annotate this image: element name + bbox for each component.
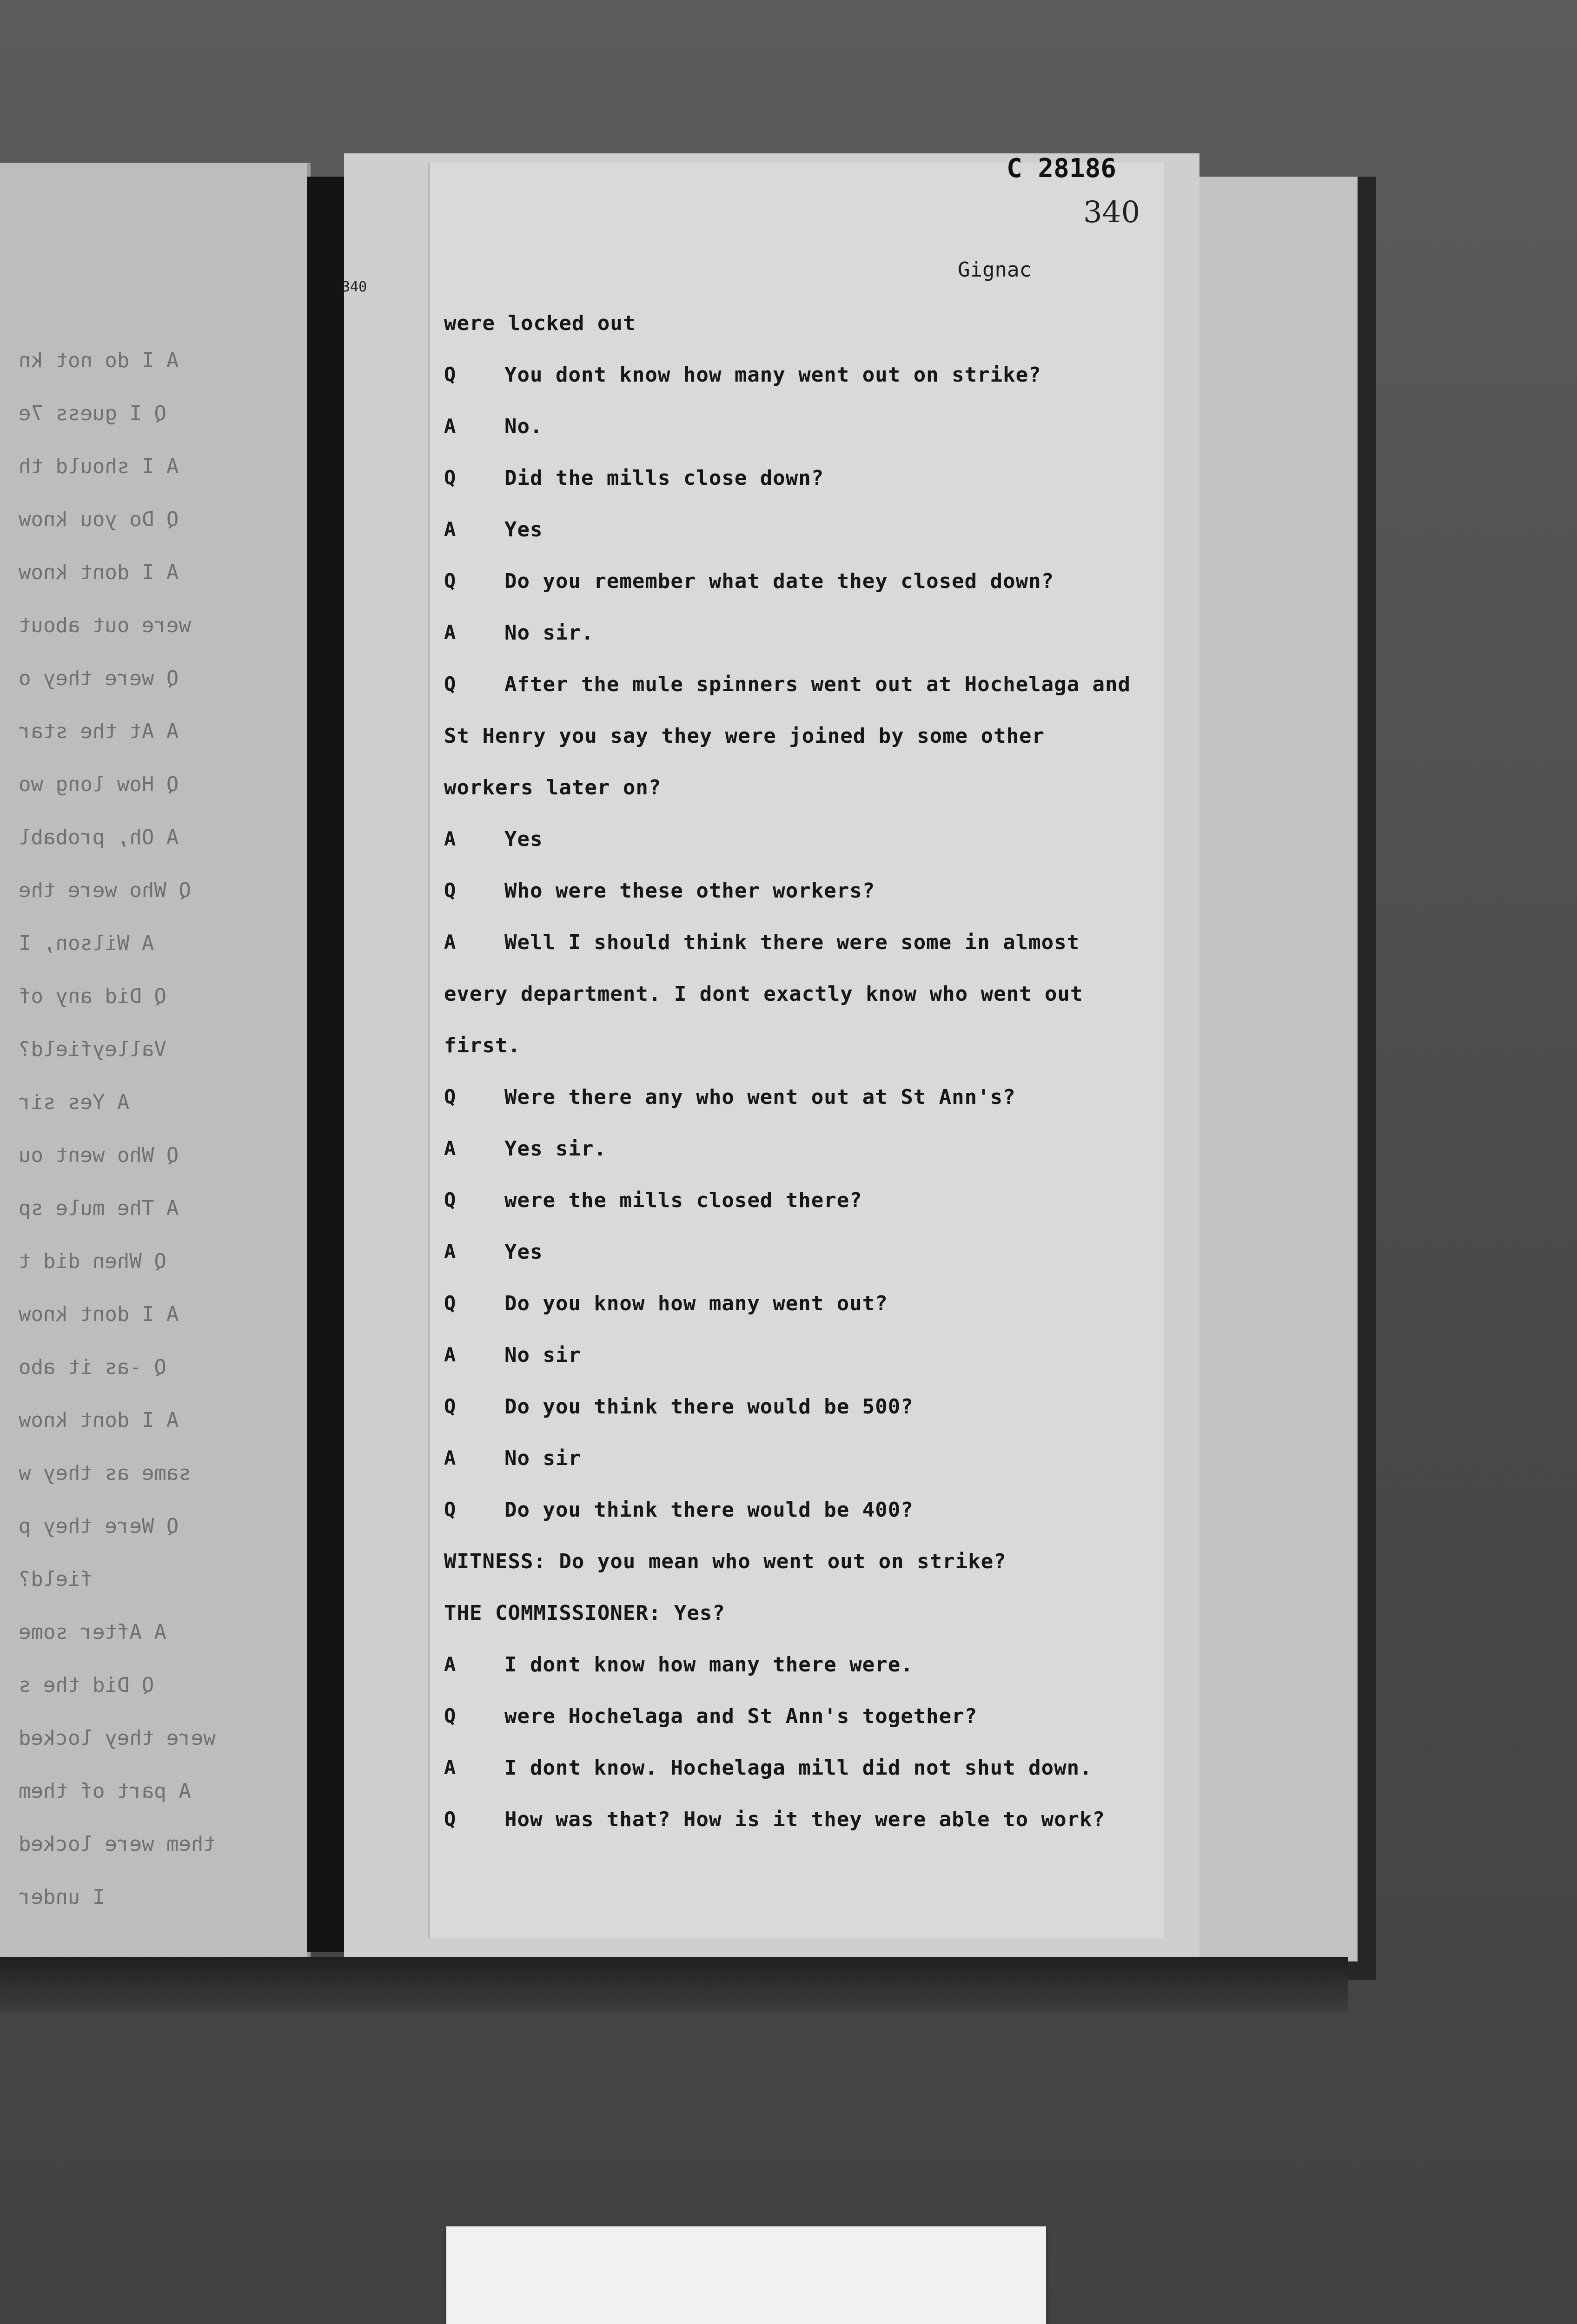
show-through-line: A At the star <box>19 720 179 743</box>
transcript-line: No sir. <box>504 621 594 645</box>
speaker-marker: A <box>444 931 456 953</box>
speaker-marker: A <box>444 1653 456 1676</box>
transcript-line: No sir <box>504 1343 581 1367</box>
show-through-line: A I dont know <box>19 1302 179 1326</box>
speaker-marker: A <box>444 1756 456 1779</box>
speaker-marker: Q <box>444 466 456 489</box>
transcript-line: were the mills closed there? <box>504 1188 862 1212</box>
collection-card <box>446 2226 1046 2324</box>
show-through-line: Q Were they p <box>19 1514 179 1538</box>
speaker-marker: Q <box>444 363 456 386</box>
transcript-line: Did the mills close down? <box>504 466 824 490</box>
transcript-line: I dont know how many there were. <box>504 1653 914 1677</box>
transcript-line: Well I should think there were some in almost <box>504 931 1080 954</box>
show-through-line: A Yes sir <box>19 1090 130 1114</box>
speaker-marker: A <box>444 1446 456 1469</box>
backing-sheet <box>1181 177 1358 1961</box>
transcript-line: Were there any who went out at St Ann's? <box>504 1085 1016 1109</box>
speaker-marker: Q <box>444 569 456 592</box>
speaker-marker: Q <box>444 1395 456 1418</box>
speaker-marker: Q <box>444 879 456 902</box>
show-through-text <box>0 163 307 1957</box>
show-through-line: Q How long wo <box>19 772 179 796</box>
transcript-line: Do you think there would be 400? <box>504 1498 914 1522</box>
show-through-line: Q Who were the <box>19 878 191 902</box>
speaker-marker: A <box>444 1137 456 1160</box>
transcript-line: No. <box>504 415 543 438</box>
show-through-line: Q Do you know <box>19 508 179 531</box>
transcript-line: THE COMMISSIONER: Yes? <box>444 1601 725 1625</box>
margin-number: 340 <box>342 279 367 295</box>
left-page <box>0 163 311 1957</box>
transcript-line: Yes sir. <box>504 1137 607 1161</box>
transcript-line: Yes <box>504 1240 543 1264</box>
show-through-line: Q were they o <box>19 667 179 690</box>
speaker-marker: Q <box>444 1498 456 1521</box>
transcript-line: No sir <box>504 1446 581 1470</box>
show-through-line: Valleyfield? <box>19 1037 166 1061</box>
transcript-line: first. <box>444 1034 521 1057</box>
speaker-marker: A <box>444 1240 456 1263</box>
show-through-line: were they locked <box>19 1726 216 1750</box>
show-through-line: Q I guess 7e <box>19 402 166 425</box>
page-number: 340 <box>1083 195 1140 230</box>
show-through-line: A I dont know <box>19 1408 179 1432</box>
transcript-line: Yes <box>504 518 543 541</box>
transcript-line: Who were these other workers? <box>504 879 875 903</box>
document-number: C 28186 <box>1007 153 1117 184</box>
transcript-line: were Hochelaga and St Ann's together? <box>504 1704 978 1728</box>
show-through-line: A Oh, probabl <box>19 825 179 849</box>
speaker-marker: Q <box>444 1188 456 1211</box>
transcript-line: After the mule spinners went out at Hochelaga and <box>504 673 1131 696</box>
show-through-line: Q When did t <box>19 1249 166 1273</box>
show-through-line: same as they w <box>19 1461 191 1485</box>
transcript-line: Do you know how many went out? <box>504 1292 888 1315</box>
show-through-line: A The mule sp <box>19 1196 179 1220</box>
speaker-marker: A <box>444 827 456 850</box>
transcript-line: St Henry you say they were joined by some other <box>444 724 1045 748</box>
transcript-line: were locked out <box>444 311 636 335</box>
show-through-line: A I should th <box>19 455 179 478</box>
transcript-line: You dont know how many went out on strike? <box>504 363 1041 387</box>
transcript-line: workers later on? <box>444 776 662 799</box>
show-through-line: Q Did the s <box>19 1673 154 1697</box>
book-gutter <box>307 177 349 1952</box>
speaker-marker: Q <box>444 1292 456 1314</box>
speaker-marker: A <box>444 1343 456 1366</box>
speaker-marker: Q <box>444 1808 456 1830</box>
show-through-line: A I do not kn <box>19 349 179 372</box>
witness-name: Gignac <box>958 258 1032 282</box>
transcript-line: WITNESS: Do you mean who went out on strike? <box>444 1550 1007 1573</box>
show-through-line: Q Who went ou <box>19 1143 179 1167</box>
show-through-line: A Wilson, I <box>19 931 154 955</box>
book-shadow <box>0 1957 1348 2013</box>
show-through-line: field? <box>19 1567 93 1591</box>
transcript-line: Do you remember what date they closed down? <box>504 569 1054 593</box>
speaker-marker: Q <box>444 673 456 695</box>
speaker-marker: A <box>444 621 456 644</box>
show-through-line: A part of them <box>19 1779 191 1803</box>
show-through-line: them were locked <box>19 1832 216 1856</box>
speaker-marker: Q <box>444 1704 456 1727</box>
transcript-line: Yes <box>504 827 543 851</box>
show-through-line: were out about <box>19 614 191 637</box>
transcript-line: How was that? How is it they were able to work? <box>504 1808 1106 1831</box>
show-through-line: Q -as it abo <box>19 1355 166 1379</box>
show-through-line: Q Did any of <box>19 984 166 1008</box>
transcript-line: I dont know. Hochelaga mill did not shut down. <box>504 1756 1093 1780</box>
speaker-marker: Q <box>444 1085 456 1108</box>
show-through-line: A After some <box>19 1620 166 1644</box>
show-through-line: A I dont know <box>19 561 179 584</box>
transcript-line: every department. I dont exactly know who went out <box>444 982 1083 1006</box>
show-through-line: I under <box>19 1885 105 1909</box>
speaker-marker: A <box>444 415 456 437</box>
transcript-line: Do you think there would be 500? <box>504 1395 914 1419</box>
speaker-marker: A <box>444 518 456 541</box>
